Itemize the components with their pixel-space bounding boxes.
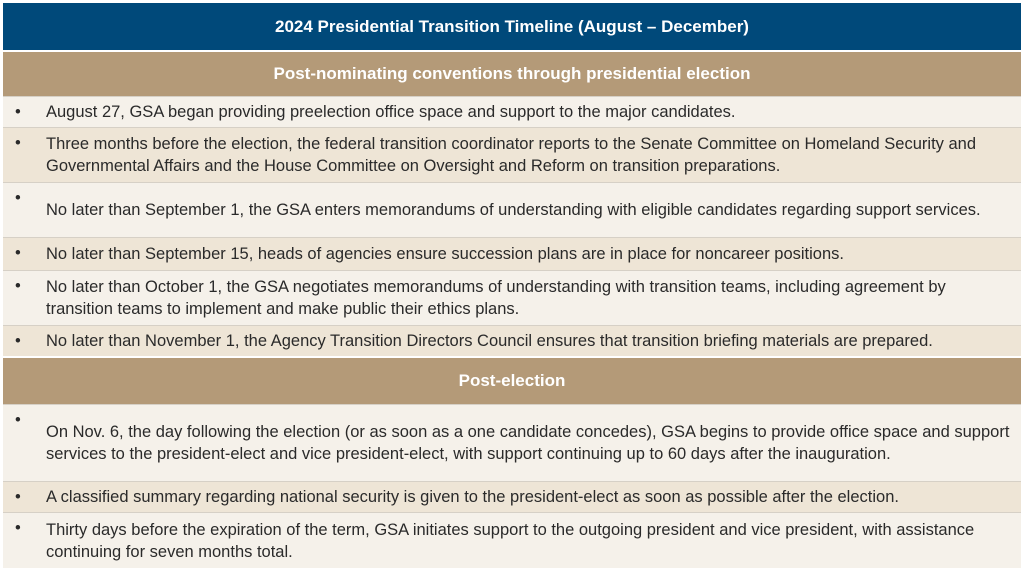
item-text: A classified summary regarding national security is given to the president-elect as soon as possible after the election. [46,488,899,506]
list-item [3,270,1021,325]
bullet-icon: • [15,134,21,152]
bullet-icon: • [15,519,21,537]
list-item [3,127,1021,182]
bullet-icon: • [15,277,21,295]
list-item [3,404,1021,481]
item-text: August 27, GSA began providing preelection office space and support to the major candidates. [46,103,736,121]
list-item [3,512,1021,568]
timeline-table [3,3,1021,568]
list-item [3,182,1021,237]
list-item [3,237,1021,270]
list-item [3,325,1021,356]
list-item [3,96,1021,127]
item-text: Three months before the election, the federal transition coordinator reports to the Senate Committee on Homeland Security and Governmental Affairs and the House Committee on Oversight and Reform on transition preparations. [46,135,977,175]
item-text: No later than September 15, heads of agencies ensure succession plans are in place for noncareer positions. [46,245,844,263]
bullet-icon: • [15,189,21,207]
item-text: On Nov. 6, the day following the election (or as soon as a one candidate concedes), GSA begins to provide office space and support services to the president-elect and vice president-elect, with support continuing up to 60 days after the inauguration. [46,423,1010,463]
item-text: No later than October 1, the GSA negotiates memorandums of understanding with transition teams, including agreement by transition teams to implement and make public their ethics plans. [46,278,946,318]
item-text: No later than November 1, the Agency Transition Directors Council ensures that transition briefing materials are prepared. [46,332,933,350]
table-title: 2024 Presidential Transition Timeline (August – December) [3,3,1021,50]
item-text: Thirty days before the expiration of the term, GSA initiates support to the outgoing president and vice president, with assistance continuing for seven months total. [46,520,975,561]
bullet-icon: • [15,488,21,506]
section-heading: Post-nominating conventions through presidential election [3,50,1021,96]
bullet-icon: • [15,332,21,350]
bullet-icon: • [15,411,21,429]
section-heading: Post-election [3,356,1021,404]
list-item [3,481,1021,512]
bullet-icon: • [15,244,21,262]
item-text: No later than September 1, the GSA enters memorandums of understanding with eligible candidates regarding support services. [46,201,981,219]
bullet-icon: • [15,103,21,121]
